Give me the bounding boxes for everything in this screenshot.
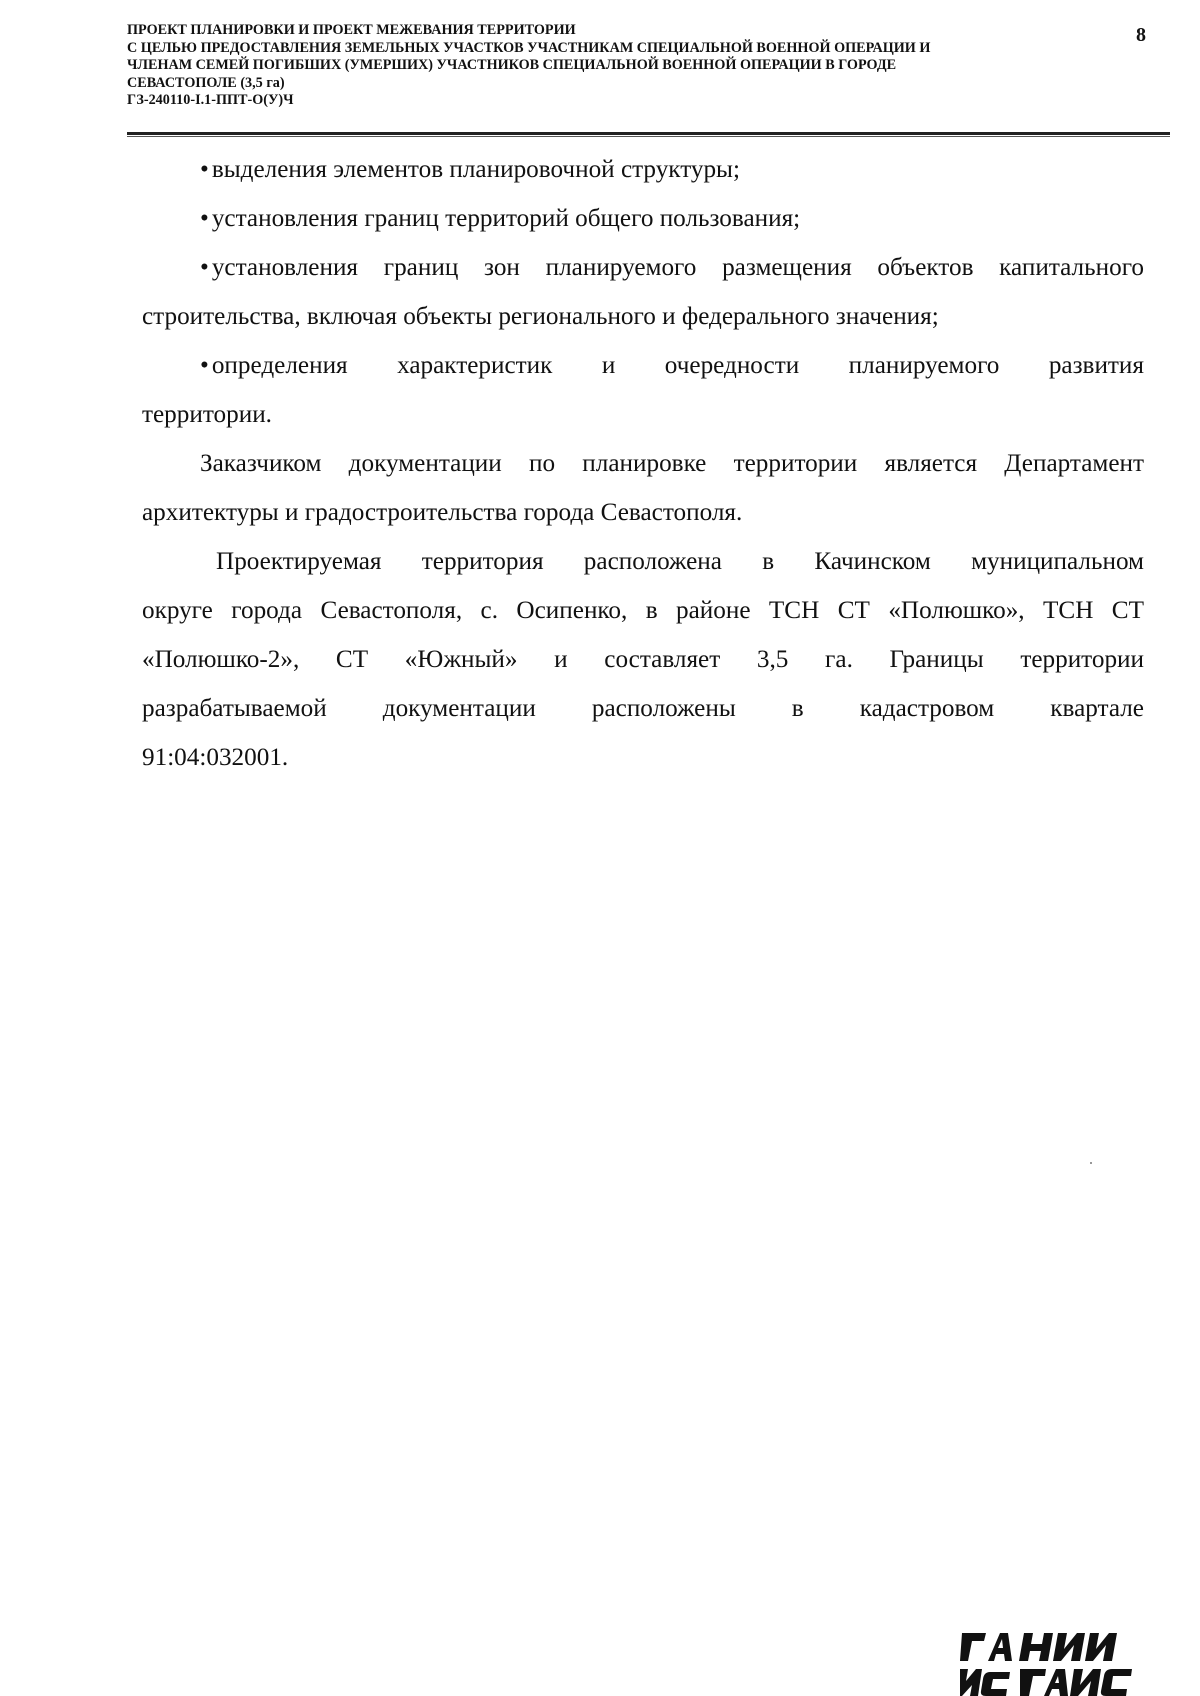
- bullet-item: [142, 243, 1144, 341]
- page-number: 8: [1136, 24, 1146, 46]
- document-code: ГЗ-240110-I.1-ППТ-О(У)Ч: [127, 92, 294, 108]
- document-header: [127, 22, 1127, 110]
- bullet-item: [142, 145, 1144, 194]
- bullet-item: [142, 194, 1144, 243]
- bullet-icon: •: [200, 352, 209, 379]
- header-title-line: С ЦЕЛЬЮ ПРЕДОСТАВЛЕНИЯ ЗЕМЕЛЬНЫХ УЧАСТКОВ УЧАСТНИКАМ СПЕЦИАЛЬНОЙ ВОЕННОЙ ОПЕРАЦИИ И: [127, 39, 931, 56]
- bullet-icon: •: [200, 205, 209, 232]
- bullet-text: выделения элементов планировочной структуры;: [211, 156, 740, 183]
- header-title: [127, 22, 1117, 110]
- paragraph-line: Проектируемая территория расположена в Качинском муниципальном: [216, 548, 1144, 575]
- document-body: [142, 145, 1144, 782]
- logo-mark-icon: [960, 1625, 1160, 1696]
- header-divider-thin: [127, 136, 1170, 137]
- bullet-text: установления границ зон планируемого размещения объектов капитального: [211, 254, 1144, 281]
- bullet-icon: •: [200, 156, 209, 183]
- bullet-text: определения характеристик и очередности планируемого развития: [211, 352, 1144, 379]
- header-title-line: СЕВАСТОПОЛЕ (3,5 га): [127, 74, 285, 91]
- header-title-line: ЧЛЕНАМ СЕМЕЙ ПОГИБШИХ (УМЕРШИХ) УЧАСТНИКОВ СПЕЦИАЛЬНОЙ ВОЕННОЙ ОПЕРАЦИИ В ГОРОДЕ: [127, 57, 897, 73]
- bullet-text: территории.: [142, 401, 272, 428]
- paragraph-line: архитектуры и градостроительства города Севастополя.: [142, 499, 743, 526]
- header-title-line: ПРОЕКТ ПЛАНИРОВКИ И ПРОЕКТ МЕЖЕВАНИЯ ТЕРРИТОРИИ: [127, 22, 576, 38]
- company-logo: [960, 1625, 1160, 1696]
- paragraph-line: разрабатываемой документации расположены в кадастровом квартале: [142, 695, 1144, 722]
- paragraph-line: Заказчиком документации по планировке территории является Департамент: [200, 450, 1144, 477]
- bullet-text: установления границ территорий общего пользования;: [211, 205, 801, 232]
- territory-paragraph: [142, 537, 1144, 782]
- bullet-text: строительства, включая объекты регионального и федерального значения;: [142, 303, 939, 330]
- bullet-icon: •: [200, 254, 209, 281]
- bullet-item: [142, 341, 1144, 439]
- paragraph-line: «Полюшко-2», СТ «Южный» и составляет 3,5 га. Границы территории: [142, 646, 1144, 673]
- scan-speck: [1090, 1162, 1092, 1164]
- paragraph-line: 91:04:032001.: [142, 744, 289, 771]
- header-divider: [127, 132, 1170, 135]
- paragraph-line: округе города Севастополя, с. Осипенко, в районе ТСН СТ «Полюшко», ТСН СТ: [142, 597, 1144, 624]
- customer-paragraph: [142, 439, 1144, 537]
